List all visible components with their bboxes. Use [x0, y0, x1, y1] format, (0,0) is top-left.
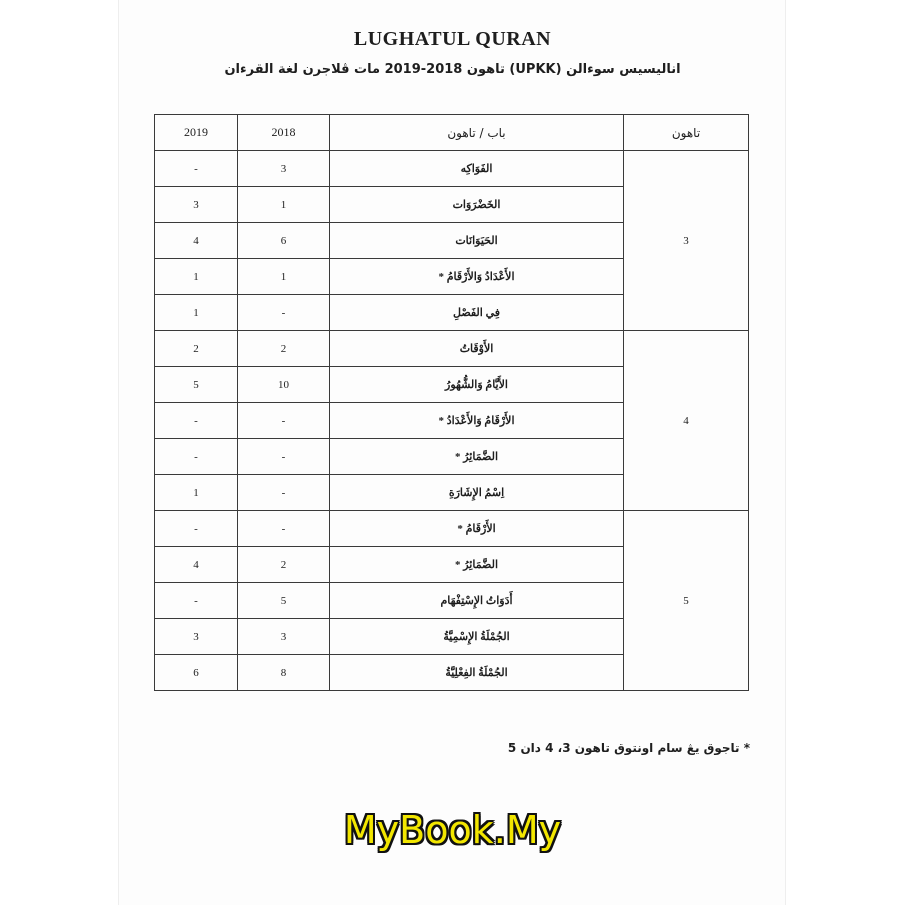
cell-2018: 1 — [238, 187, 330, 223]
cell-topic: اِسْمُ الإِشَارَةِ — [330, 475, 624, 511]
cell-2019: - — [155, 439, 238, 475]
footnote: * تاجوق يڠ سام اونتوق تاهون 3، 4 دان 5 — [507, 741, 750, 755]
header-2019: 2019 — [155, 115, 238, 151]
cell-2018: 10 — [238, 367, 330, 403]
cell-topic: الضَّمَائِرُ * — [330, 439, 624, 475]
cell-2019: - — [155, 403, 238, 439]
cell-2018: 5 — [238, 583, 330, 619]
cell-level: 3 — [624, 151, 749, 331]
document-subtitle: اناليسيس سوءالن (UPKK) تاهون 2018-2019 مات ڤلاجرن لغة القرءان — [224, 62, 681, 77]
cell-2019: 1 — [155, 475, 238, 511]
header-topic: باب / تاهون — [330, 115, 624, 151]
cell-2018: 3 — [238, 619, 330, 655]
cell-level: 4 — [624, 331, 749, 511]
cell-topic: الحَيَوَانَات — [330, 223, 624, 259]
cell-2019: 4 — [155, 223, 238, 259]
cell-2018: 3 — [238, 151, 330, 187]
table-row — [155, 151, 749, 187]
analysis-table — [154, 114, 749, 691]
cell-2019: 4 — [155, 547, 238, 583]
cell-2019: 6 — [155, 655, 238, 691]
cell-2019: 1 — [155, 295, 238, 331]
cell-2018: - — [238, 439, 330, 475]
table-row — [155, 511, 749, 547]
header-level: تاهون — [624, 115, 749, 151]
cell-2019: 2 — [155, 331, 238, 367]
cell-topic: الأَعْدَادُ وَالأَرْقَامُ * — [330, 259, 624, 295]
cell-2018: - — [238, 295, 330, 331]
cell-2018: 8 — [238, 655, 330, 691]
document-title: LUGHATUL QURAN — [353, 28, 552, 50]
cell-topic: فِي الفَصْلِ — [330, 295, 624, 331]
cell-2018: - — [238, 403, 330, 439]
cell-topic: الأَيَّامُ وَالشُّهُورُ — [330, 367, 624, 403]
cell-topic: الأَرْقَامُ وَالأَعْدَادُ * — [330, 403, 624, 439]
table-body — [155, 151, 749, 691]
cell-topic: الجُمْلَةُ الفِعْلِيَّةُ — [330, 655, 624, 691]
table-header-row — [155, 115, 749, 151]
cell-2019: 3 — [155, 187, 238, 223]
cell-2019: - — [155, 511, 238, 547]
cell-level: 5 — [624, 511, 749, 691]
cell-topic: أَدَوَاتُ الإِسْتِفْهَام — [330, 583, 624, 619]
cell-topic: الخَضْرَوَات — [330, 187, 624, 223]
header-2018: 2018 — [238, 115, 330, 151]
cell-topic: الأَرْقَامُ * — [330, 511, 624, 547]
cell-2019: 3 — [155, 619, 238, 655]
cell-2019: 1 — [155, 259, 238, 295]
watermark-logo: MyBook.My — [343, 808, 562, 852]
cell-2019: 5 — [155, 367, 238, 403]
cell-topic: الفَوَاكِه — [330, 151, 624, 187]
cell-topic: الأَوْقَاتُ — [330, 331, 624, 367]
cell-2018: - — [238, 511, 330, 547]
cell-topic: الجُمْلَةُ الإِسْمِيَّةُ — [330, 619, 624, 655]
cell-2018: 6 — [238, 223, 330, 259]
cell-2019: - — [155, 151, 238, 187]
cell-2018: 2 — [238, 331, 330, 367]
cell-topic: الضَّمَائِرُ * — [330, 547, 624, 583]
table-row — [155, 331, 749, 367]
cell-2018: 2 — [238, 547, 330, 583]
cell-2018: - — [238, 475, 330, 511]
cell-2018: 1 — [238, 259, 330, 295]
cell-2019: - — [155, 583, 238, 619]
